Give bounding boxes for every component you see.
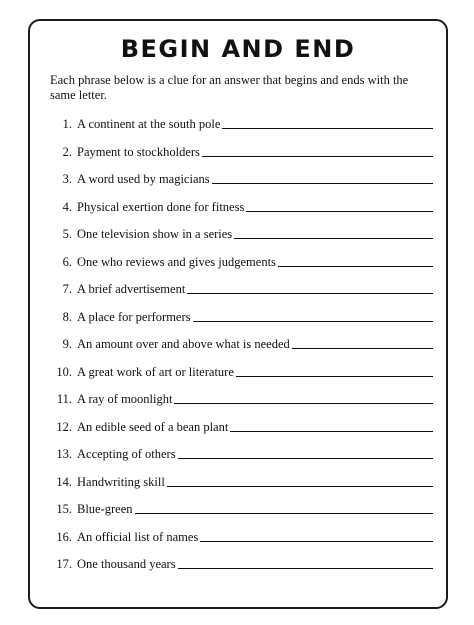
clue-row — [50, 418, 433, 434]
answer-line[interactable] — [234, 237, 433, 239]
clue-row — [50, 280, 433, 296]
answer-line[interactable] — [278, 265, 433, 267]
clue-text: Payment to stockholders — [77, 145, 200, 159]
clue-row — [50, 335, 433, 351]
answer-line[interactable] — [222, 127, 433, 129]
clue-text: An edible seed of a bean plant — [77, 420, 229, 434]
answer-line[interactable] — [200, 540, 433, 542]
clue-row — [50, 143, 433, 159]
clue-number: 3. — [62, 172, 72, 186]
clue-text: A ray of moonlight — [77, 392, 173, 406]
clue-number: 15. — [56, 502, 72, 516]
answer-line[interactable] — [212, 182, 433, 184]
clue-text: One thousand years — [77, 557, 176, 571]
clue-number: 12. — [56, 420, 72, 434]
clue-text: A place for performers — [77, 310, 191, 324]
answer-line[interactable] — [178, 567, 433, 569]
clue-row — [50, 390, 433, 406]
answer-line[interactable] — [174, 402, 433, 404]
clue-row — [50, 225, 433, 241]
answer-line[interactable] — [246, 210, 433, 212]
clue-text: Blue-green — [77, 502, 133, 516]
clue-row — [50, 308, 433, 324]
clue-number: 5. — [62, 227, 72, 241]
answer-line[interactable] — [292, 347, 433, 349]
answer-line[interactable] — [178, 457, 433, 459]
clue-text: Accepting of others — [77, 447, 176, 461]
clue-text: One who reviews and gives judgements — [77, 255, 276, 269]
clue-row — [50, 363, 433, 379]
answer-line[interactable] — [187, 292, 433, 294]
clue-row — [50, 445, 433, 461]
clue-row — [50, 555, 433, 571]
answer-line[interactable] — [135, 512, 433, 514]
clue-text: Physical exertion done for fitness — [77, 200, 245, 214]
clue-row — [50, 115, 433, 131]
clue-text: A word used by magicians — [77, 172, 210, 186]
clue-number: 1. — [62, 117, 72, 131]
answer-line[interactable] — [230, 430, 433, 432]
clue-text: An amount over and above what is needed — [77, 337, 290, 351]
clue-number: 11. — [56, 392, 72, 406]
clue-text: A great work of art or literature — [77, 365, 234, 379]
answer-line[interactable] — [193, 320, 434, 322]
clue-text: Handwriting skill — [77, 475, 165, 489]
answer-line[interactable] — [167, 485, 433, 487]
clue-number: 2. — [62, 145, 72, 159]
worksheet-instructions: Each phrase below is a clue for an answer that begins and ends with the same letter. — [50, 73, 409, 102]
worksheet-title: BEGIN AND END — [120, 35, 356, 63]
answer-line[interactable] — [202, 155, 433, 157]
clue-row — [50, 528, 433, 544]
answer-line[interactable] — [236, 375, 433, 377]
clue-row — [50, 500, 433, 516]
clue-text: One television show in a series — [77, 227, 233, 241]
clue-number: 9. — [62, 337, 72, 351]
clue-number: 10. — [56, 365, 72, 379]
clue-number: 6. — [62, 255, 72, 269]
clue-number: 17. — [56, 557, 72, 571]
clue-number: 16. — [56, 530, 72, 544]
clue-text: An official list of names — [77, 530, 199, 544]
clue-number: 13. — [56, 447, 72, 461]
clue-text: A brief advertisement — [77, 282, 186, 296]
clue-number: 7. — [62, 282, 72, 296]
clue-row — [50, 473, 433, 489]
clue-row — [50, 170, 433, 186]
clue-row — [50, 253, 433, 269]
clue-row — [50, 198, 433, 214]
clue-number: 4. — [62, 200, 72, 214]
clue-number: 14. — [56, 475, 72, 489]
clue-number: 8. — [62, 310, 72, 324]
clue-text: A continent at the south pole — [77, 117, 221, 131]
